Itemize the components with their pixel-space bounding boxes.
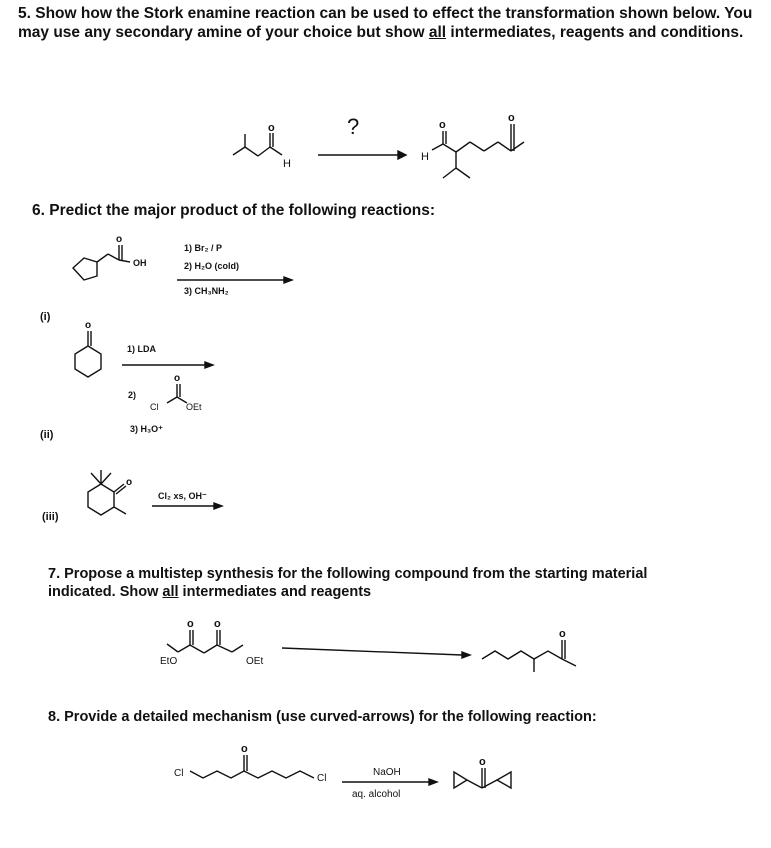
- q6-i-step-3: 3) CH₃NH₂: [184, 286, 229, 296]
- q8-cl-right: Cl: [317, 773, 327, 784]
- q7-arrowhead: [462, 652, 470, 658]
- q6-i-starting-acid: [73, 234, 130, 280]
- q6-ii-step-2: 2): [128, 390, 137, 400]
- q6-ii-cl: Cl: [150, 402, 159, 412]
- q6-ii-step-3: 3) H₃O⁺: [130, 424, 163, 434]
- q7-target-oxygen: o: [559, 628, 566, 640]
- q8-dichloroketone: [190, 743, 314, 778]
- q5-product-oxygen-1: o: [439, 119, 446, 131]
- q8-arrowhead: [429, 779, 437, 785]
- question-7-underline: all: [162, 584, 179, 600]
- q6-iii-arrowhead: [214, 503, 222, 509]
- question-6-number: 6.: [32, 202, 45, 219]
- question-5-text-b: intermediates, reagents and conditions.: [446, 24, 744, 41]
- q5-question-mark: ?: [347, 114, 360, 139]
- q6-iii-reagent: Cl₂ xs, OH⁻: [158, 491, 207, 501]
- q6-iii-ketone: [88, 470, 132, 515]
- q6-i-arrowhead: [284, 277, 292, 283]
- q6-ii-reagent-oxygen: o: [174, 373, 181, 384]
- q8-reagent-bottom: aq. alcohol: [352, 789, 401, 800]
- q5-product: [432, 112, 524, 178]
- q6-ii-oet: OEt: [186, 402, 202, 412]
- q6-iii-label: (iii): [42, 511, 59, 523]
- question-8-text: Provide a detailed mechanism (use curved-arrows) for the following reaction:: [64, 709, 597, 725]
- q8-dicyclopropyl-ketone: [454, 756, 511, 788]
- question-5-underline: all: [428, 24, 447, 41]
- question-5-number: 5.: [18, 5, 31, 22]
- q7-oet: OEt: [246, 656, 264, 667]
- q8-product-oxygen: o: [479, 756, 486, 768]
- q7-eto: EtO: [160, 656, 178, 667]
- q5-sm-h: H: [283, 158, 291, 170]
- q6-i-step-1: 1) Br₂ / P: [184, 243, 223, 253]
- q7-oxygen-2: o: [214, 618, 221, 630]
- q6-iii-oxygen: o: [126, 477, 133, 488]
- question-7-number: 7.: [48, 566, 61, 582]
- q7-arrow: [282, 648, 462, 655]
- question-8-number: 8.: [48, 709, 61, 725]
- q6-i-step-2: 2) H₂O (cold): [184, 261, 239, 271]
- q6-ii-arrowhead: [205, 362, 213, 368]
- q8-oxygen: o: [241, 743, 248, 755]
- question-7-text-a: Propose a multistep synthesis for the following compound from the starting material indicated. Show: [48, 566, 648, 600]
- q7-target-ketone: [482, 628, 576, 672]
- q8-reagent-top: NaOH: [373, 767, 401, 778]
- q6-i-label: (i): [40, 311, 51, 323]
- question-7-text-b: intermediates and reagents: [178, 584, 372, 600]
- q5-arrowhead: [398, 151, 406, 159]
- q5-starting-aldehyde: [233, 122, 282, 156]
- q6-ii-step-1: 1) LDA: [127, 344, 156, 354]
- q6-i-oxygen: o: [116, 234, 123, 245]
- q6-ii-oxygen: o: [85, 320, 92, 331]
- question-6-text: Predict the major product of the following reactions:: [49, 202, 436, 219]
- q5-sm-oxygen: o: [268, 122, 275, 134]
- q5-product-h: H: [421, 151, 429, 163]
- q8-cl-left: Cl: [174, 768, 184, 779]
- q6-ii-cyclohexanone: [75, 320, 101, 377]
- q5-product-oxygen-2: o: [508, 112, 515, 124]
- q7-oxygen-1: o: [187, 618, 194, 630]
- q6-ii-label: (ii): [40, 429, 54, 441]
- q6-ii-ethyl-chloroformate: [167, 373, 187, 403]
- q6-i-oh: OH: [133, 258, 147, 268]
- q7-diethyl-malonate: [167, 618, 243, 653]
- question-5-text-a: Show how the Stork enamine reaction can be used to effect the transformation shown below. You may use any secondary amine of your choice but show: [18, 5, 753, 41]
